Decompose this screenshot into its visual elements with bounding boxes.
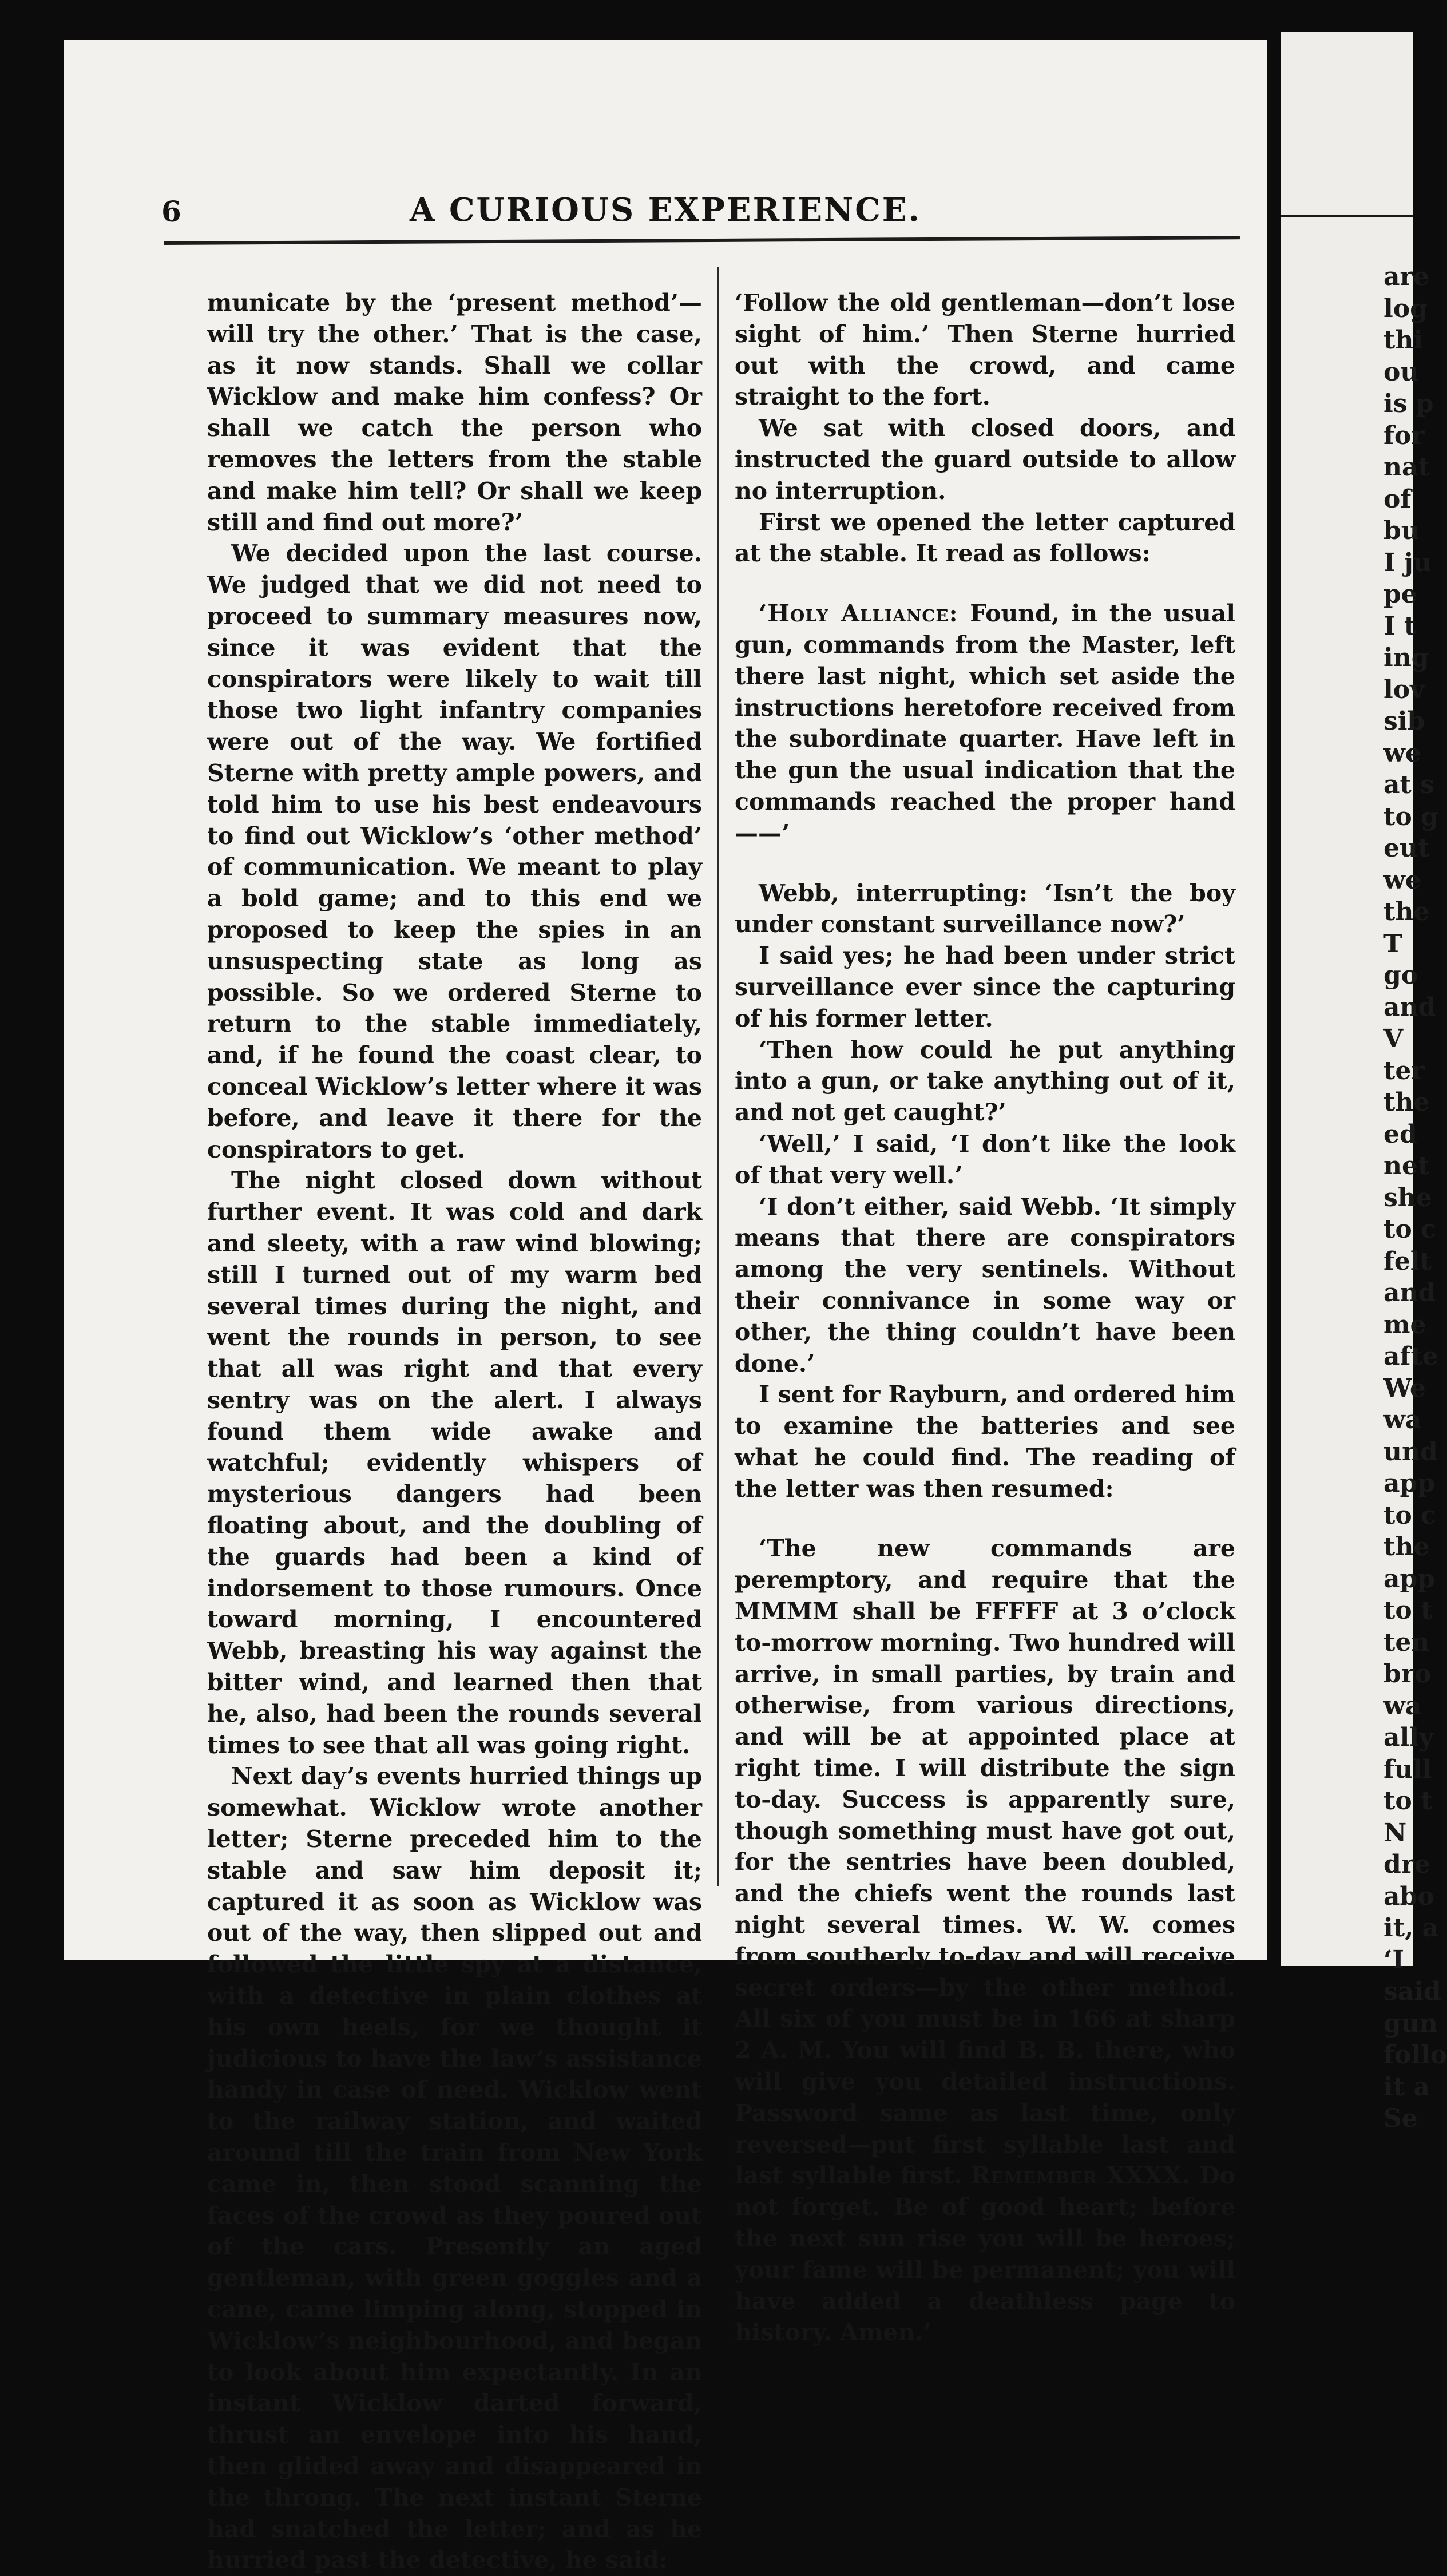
adjacent-page-fragment: wa: [1383, 1691, 1422, 1721]
adjacent-page-fragment: the: [1383, 897, 1430, 926]
page-number: 6: [161, 195, 181, 228]
header-rule: [164, 236, 1240, 245]
paragraph: We sat with closed doors, and instructed the guard outside to allow no interruption.: [735, 414, 1235, 505]
adjacent-page-fragment: T: [1383, 929, 1402, 958]
adjacent-page-fragment: ally: [1383, 1723, 1434, 1752]
adjacent-page-fragment: app: [1383, 1564, 1436, 1594]
letter-emphasis: Remember XXXX.: [970, 2162, 1191, 2190]
letter-body: Found, in the usual gun, commands from the Master, left there last night, which set aside the instructions heretofore received from the subordinate quarter. Have left in the gun the usual indication that the commands reached the proper hand——’: [735, 600, 1236, 847]
paragraph: Webb, interrupting: ‘Isn’t the boy under constant surveillance now?’: [735, 879, 1235, 938]
paragraph: I said yes; he had been under strict surveillance ever since the capturing of his former letter.: [735, 942, 1235, 1032]
adjacent-page-fragment: to c: [1383, 1500, 1436, 1530]
adjacent-page-fragment: the: [1383, 1532, 1430, 1562]
book-page: [64, 40, 1267, 2574]
adjacent-page-fragment: gun: [1383, 2008, 1438, 2038]
adjacent-page-fragment: N: [1383, 1818, 1407, 1848]
adjacent-page-fragment: ten: [1383, 1627, 1430, 1657]
adjacent-page-fragment: said: [1383, 1977, 1441, 2006]
letter-closing: Do not forget. Be of good heart; before the next sun rise you will be heroes; your fame will be permanent; you will have added a deathless page to history. Amen.’: [735, 2162, 1235, 2347]
adjacent-page-fragment: We: [1383, 1373, 1426, 1403]
adjacent-page-fragment: we: [1383, 865, 1421, 895]
paragraph: Next day’s events hurried things up somewhat. Wicklow wrote another letter; Sterne preceded him to the stable and saw him deposit it; captured it as soon as Wicklow was out of the way, then slipped out and followed the little spy at a distance, with a detective in plain clothes at his own heels, for we thought it judicious to have the law’s assistance handy in case of need. Wicklow went to the railway station, and waited around till the train from New York came in, then stood scanning the faces of the crowd as they poured out of the cars. Presently an aged gentleman, with green goggles and a cane, came limping along, stopped in Wicklow’s neighbourhood, and began to look about him expectantly. In an instant Wicklow darted forward, thrust an envelope into his hand, then glided away and disappeared in the throng. The next instant Sterne had snatched the letter; and as he hurried past the detective, he said:: [207, 1762, 702, 2574]
adjacent-page-fragment: the: [1383, 1088, 1430, 1117]
adjacent-page-edge: [1281, 32, 1447, 2133]
paragraph: ‘I don’t either, said Webb. ‘It simply means that there are conspirators among the very sentinels. Without their connivance in some way or other, the thing couldn’t have been done.’: [735, 1192, 1235, 1377]
adjacent-page-fragment: of: [1383, 484, 1412, 514]
adjacent-page-fragment: sib: [1383, 707, 1425, 736]
adjacent-page-fragment: log: [1383, 294, 1428, 323]
adjacent-page-fragment: to t: [1383, 1786, 1433, 1816]
letter-body: ‘The new commands are peremptory, and require that the MMMM shall be FFFFF at 3 o’clock to-morrow morning. Two hundred will arrive, in small parties, by train and otherwise, from various directions, and will be at appointed place at right time. I will distribute the sign to-day. Success is apparently sure, though something must have got out, for the sentries have been doubled, and the chiefs went the rounds last night several times. W. W. comes from southerly to-day and will receive secret orders—by the other method. All six of you must be in 166 at sharp 2 A. M. You will find B. B. there, who will give you detailed instructions. Password same as last time, only reversed—put first syllable last and last syllable first.: [735, 1535, 1235, 2190]
adjacent-page-fragment: follo: [1383, 2040, 1447, 2070]
adjacent-page-fragment: pe: [1383, 580, 1417, 609]
paragraph: ‘Then how could he put anything into a gun, or take anything out of it, and not get caught?’: [735, 1036, 1235, 1127]
adjacent-page-fragment: she: [1383, 1183, 1432, 1212]
adjacent-page-fragment: Se: [1383, 2104, 1418, 2133]
right-column: [735, 287, 1235, 2348]
paragraph: First we opened the letter captured at the stable. It read as follows:: [735, 508, 1235, 568]
adjacent-page-fragment: felt: [1383, 1246, 1432, 1276]
adjacent-header-rule: [1281, 215, 1413, 217]
adjacent-page-fragment: and: [1383, 992, 1436, 1022]
letter-quote: [735, 598, 1235, 849]
adjacent-page-fragment: me: [1383, 1310, 1426, 1339]
adjacent-page-fragment: are: [1383, 262, 1429, 291]
adjacent-page-fragment: net: [1383, 1151, 1430, 1180]
paragraph: We decided upon the last course. We judged that we did not need to proceed to summary measures now, since it was evident that the conspirators were likely to wait till those two light infantry companies were out of the way. We fortified Sterne with pretty ample powers, and told him to use his best endeavours to find out Wicklow’s ‘other method’ of communication. We meant to play a bold game; and to this end we proposed to keep the spies in an unsuspecting state as long as possible. So we ordered Sterne to return to the stable immediately, and, if he found the coast clear, to conceal Wicklow’s letter where it was before, and leave it there for the conspirators to get.: [207, 540, 702, 1163]
paragraph: The night closed down without further event. It was cold and dark and sleety, with a raw wind blowing; still I turned out of my warm bed several times during the night, and went the rounds in person, to see that all was right and that every sentry was on the alert. I always found them wide awake and watchful; evidently whispers of mysterious dangers had been floating about, and the doubling of the guards had been a kind of indorsement to those rumours. Once toward morning, I encountered Webb, breasting his way against the bitter wind, and learned then that he, also, had been the rounds several times to see that all was going right.: [207, 1167, 702, 1759]
adjacent-page-fragment: und: [1383, 1437, 1438, 1467]
adjacent-page-fragment: to g: [1383, 802, 1438, 831]
adjacent-page-fragment: ed: [1383, 1119, 1417, 1149]
adjacent-page-fragment: I t: [1383, 611, 1416, 641]
running-title: A CURIOUS EXPERIENCE.: [410, 191, 921, 229]
adjacent-page-fragment: at s: [1383, 770, 1434, 799]
adjacent-page-fragment: dre: [1383, 1850, 1430, 1879]
adjacent-page-fragment: afte: [1383, 1342, 1438, 1371]
adjacent-page-fragment: is p: [1383, 389, 1434, 418]
adjacent-page-fragment: app: [1383, 1469, 1436, 1498]
letter-salutation: ‘Holy Alliance:: [759, 600, 958, 628]
adjacent-page-fragment: V: [1383, 1024, 1404, 1053]
adjacent-page-fragment: ou: [1383, 357, 1419, 387]
adjacent-page-fragment: for: [1383, 421, 1425, 450]
adjacent-page-fragment: and: [1383, 1278, 1436, 1307]
paragraph: ‘Follow the old gentleman—don’t lose sight of him.’ Then Sterne hurried out with the crowd, and came straight to the fort.: [735, 289, 1235, 411]
left-column: [207, 287, 702, 2576]
adjacent-page-fragment: ter: [1383, 1056, 1425, 1085]
adjacent-page-fragment: lov: [1383, 675, 1425, 704]
adjacent-page-fragment: it a: [1383, 2072, 1430, 2102]
adjacent-page-fragment: bro: [1383, 1659, 1432, 1689]
adjacent-page-fragment: go: [1383, 961, 1418, 990]
paragraph: municate by the ‘present method’—will try the other.’ That is the case, as it now stands. Shall we collar Wicklow and make him confess? Or shall we catch the person who removes the letters from the stable and make him tell? Or shall we keep still and find out more?’: [207, 289, 702, 536]
adjacent-page-fragment: to t: [1383, 1596, 1433, 1625]
adjacent-page-fragment: we: [1383, 738, 1421, 768]
adjacent-page-fragment: nat: [1383, 453, 1430, 482]
paragraph: ‘Well,’ I said, ‘I don’t like the look of that very well.’: [735, 1130, 1235, 1189]
adjacent-page-fragment: eut: [1383, 834, 1430, 863]
adjacent-page-fragment: ing: [1383, 643, 1429, 672]
letter-quote: [735, 1533, 1235, 2348]
adjacent-page-fragment: full: [1383, 1754, 1432, 1784]
adjacent-page-fragment: wa: [1383, 1405, 1422, 1434]
column-divider: [717, 267, 719, 1886]
adjacent-page-fragment: to c: [1383, 1215, 1436, 1244]
adjacent-page-fragment: ‘I: [1383, 1945, 1404, 1975]
adjacent-page-fragment: bu: [1383, 516, 1420, 545]
adjacent-page-fragment: it, a: [1383, 1913, 1439, 1943]
adjacent-page-fragment: thi: [1383, 326, 1424, 355]
paragraph: I sent for Rayburn, and ordered him to examine the batteries and see what he could find. The reading of the letter was then resumed:: [735, 1381, 1235, 1503]
adjacent-page-fragment: I ju: [1383, 548, 1432, 577]
adjacent-page-text: [1281, 261, 1447, 2135]
adjacent-page-fragment: abo: [1383, 1881, 1434, 1911]
